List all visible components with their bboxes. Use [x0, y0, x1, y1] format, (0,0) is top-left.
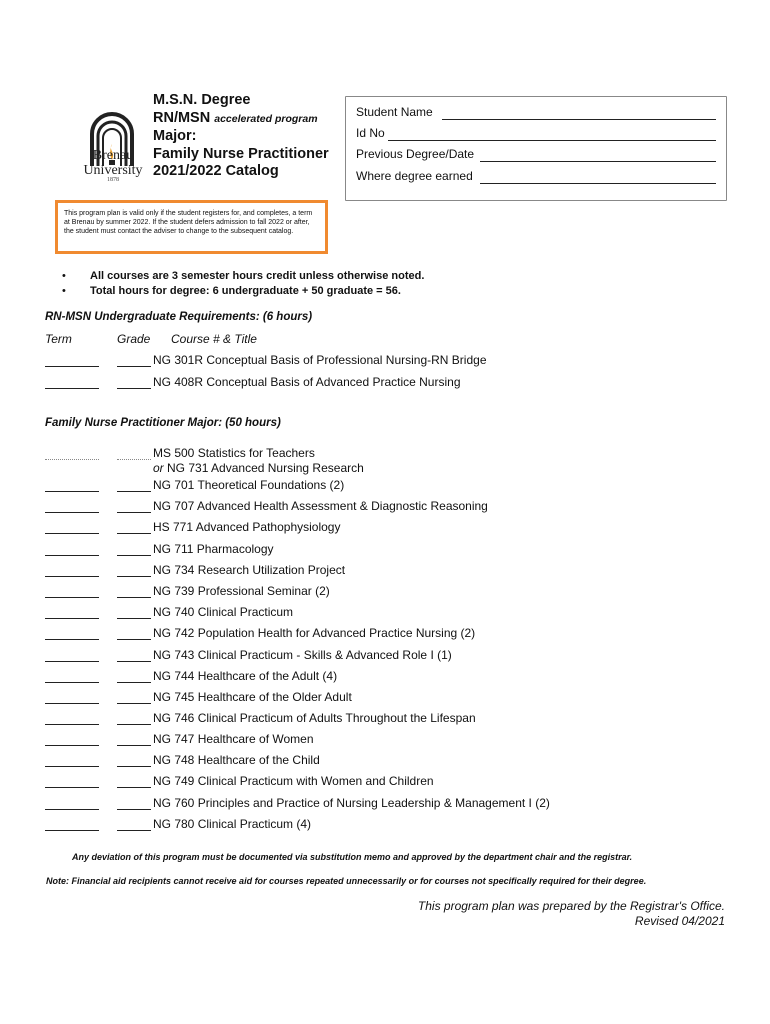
degree-earned-field[interactable]: [480, 183, 716, 184]
prepared-note: This program plan was prepared by the Registrar's Office.: [417, 899, 725, 913]
logo-wordmark: [78, 148, 148, 178]
course-title: NG 780 Clinical Practicum (4): [153, 817, 312, 831]
term-blank[interactable]: [45, 648, 99, 662]
course-alternative: [153, 461, 364, 475]
credit-bullets: [72, 269, 424, 299]
grade-blank[interactable]: [117, 446, 151, 460]
alt-or: or: [153, 461, 164, 475]
student-name-label: Student Name: [356, 105, 433, 119]
course-title: NG 745 Healthcare of the Older Adult: [153, 690, 352, 704]
student-info-box: [345, 96, 727, 201]
grade-blank[interactable]: [117, 353, 151, 367]
grade-blank[interactable]: [117, 690, 151, 704]
course-title: NG 746 Clinical Practicum of Adults Throughout the Lifespan: [153, 711, 476, 725]
grade-blank[interactable]: [117, 711, 151, 725]
alt-course: NG 731 Advanced Nursing Research: [167, 461, 364, 475]
logo-sub: University: [83, 163, 143, 178]
grade-blank[interactable]: [117, 774, 151, 788]
grade-blank[interactable]: [117, 499, 151, 513]
prepared-by: [418, 899, 725, 929]
grade-blank[interactable]: [117, 520, 151, 534]
title-program-small: accelerated program: [214, 112, 318, 125]
term-blank[interactable]: [45, 542, 99, 556]
term-blank[interactable]: [45, 817, 99, 831]
grade-blank[interactable]: [117, 732, 151, 746]
title-catalog: 2021/2022 Catalog: [153, 163, 279, 180]
grade-blank[interactable]: [117, 563, 151, 577]
term-blank[interactable]: [45, 584, 99, 598]
term-blank[interactable]: [45, 499, 99, 513]
col-course: Course # & Title: [171, 332, 257, 346]
term-blank[interactable]: [45, 774, 99, 788]
course-title: NG 747 Healthcare of Women: [153, 732, 314, 746]
course-title: MS 500 Statistics for Teachers: [153, 446, 315, 460]
term-blank[interactable]: [45, 520, 99, 534]
course-title: NG 739 Professional Seminar (2): [153, 584, 330, 598]
previous-degree-field[interactable]: [480, 161, 716, 162]
logo-name: Brenau: [92, 148, 134, 163]
grade-blank[interactable]: [117, 626, 151, 640]
title-major: Family Nurse Practitioner: [153, 145, 329, 162]
undergrad-heading: RN-MSN Undergraduate Requirements: (6 hours): [45, 311, 313, 323]
grade-blank[interactable]: [117, 375, 151, 389]
course-title: NG 742 Population Health for Advanced Practice Nursing (2): [153, 626, 476, 640]
logo-year: 1878: [107, 177, 119, 183]
term-blank[interactable]: [45, 478, 99, 492]
revised-date: Revised 04/2021: [634, 914, 725, 928]
title-program-main: RN/MSN: [153, 109, 211, 126]
title-program: [153, 110, 343, 129]
term-blank[interactable]: [45, 669, 99, 683]
course-title: NG 748 Healthcare of the Child: [153, 753, 320, 767]
degree-earned-label: Where degree earned: [356, 169, 473, 183]
grade-blank[interactable]: [117, 648, 151, 662]
term-blank[interactable]: [45, 732, 99, 746]
grade-blank[interactable]: [117, 669, 151, 683]
course-title: NG 408R Conceptual Basis of Advanced Practice Nursing: [153, 375, 461, 389]
grade-blank[interactable]: [117, 542, 151, 556]
course-title: NG 707 Advanced Health Assessment & Diagnostic Reasoning: [153, 499, 488, 513]
course-title: NG 749 Clinical Practicum with Women and Children: [153, 774, 434, 788]
term-blank[interactable]: [45, 753, 99, 767]
course-title: HS 771 Advanced Pathophysiology: [153, 520, 341, 534]
course-title: NG 740 Clinical Practicum: [153, 605, 294, 619]
program-title: [153, 92, 343, 181]
grade-blank[interactable]: [117, 753, 151, 767]
catalog-notice: This program plan is valid only if the student registers for, and completes, a term at Brenau by summer 2022. If the student defers admission to fall 2022 or after, the student must contact the adviser to change to the subsequent catalog.: [55, 200, 328, 254]
term-blank[interactable]: [45, 375, 99, 389]
id-no-label: Id No: [356, 126, 385, 140]
col-grade: Grade: [117, 332, 151, 346]
id-no-field[interactable]: [388, 140, 716, 141]
course-title: NG 734 Research Utilization Project: [153, 563, 346, 577]
course-title: NG 743 Clinical Practicum - Skills & Advanced Role I (1): [153, 648, 452, 662]
term-blank[interactable]: [45, 711, 99, 725]
grade-blank[interactable]: [117, 817, 151, 831]
bullet-credit-hours: • All courses are 3 semester hours credit unless otherwise noted.: [72, 269, 424, 284]
title-major-label: Major:: [153, 128, 197, 145]
term-blank[interactable]: [45, 446, 99, 460]
course-title: NG 760 Principles and Practice of Nursing Leadership & Management I (2): [153, 796, 550, 810]
column-headers: [45, 332, 257, 346]
title-degree: M.S.N. Degree: [153, 92, 251, 108]
term-blank[interactable]: [45, 605, 99, 619]
term-blank[interactable]: [45, 796, 99, 810]
course-title: NG 301R Conceptual Basis of Professional Nursing-RN Bridge: [153, 353, 487, 367]
grade-blank[interactable]: [117, 584, 151, 598]
student-name-field[interactable]: [442, 119, 716, 120]
major-heading: Family Nurse Practitioner Major: (50 hours): [45, 417, 281, 429]
col-term: Term: [45, 332, 72, 346]
course-title: NG 744 Healthcare of the Adult (4): [153, 669, 338, 683]
grade-blank[interactable]: [117, 605, 151, 619]
term-blank[interactable]: [45, 626, 99, 640]
term-blank[interactable]: [45, 690, 99, 704]
grade-blank[interactable]: [117, 796, 151, 810]
bullet-total-hours: • Total hours for degree: 6 undergraduate + 50 graduate = 56.: [72, 284, 424, 299]
financial-aid-note: Note: Financial aid recipients cannot receive aid for courses repeated unnecessarily or for courses not specifically required for their degree.: [46, 876, 647, 886]
grade-blank[interactable]: [117, 478, 151, 492]
course-title: NG 701 Theoretical Foundations (2): [153, 478, 345, 492]
course-title: NG 711 Pharmacology: [153, 542, 274, 556]
deviation-note: Any deviation of this program must be documented via substitution memo and approved by the department chair and the registrar.: [72, 852, 633, 862]
term-blank[interactable]: [45, 563, 99, 577]
term-blank[interactable]: [45, 353, 99, 367]
previous-degree-label: Previous Degree/Date: [356, 147, 475, 161]
